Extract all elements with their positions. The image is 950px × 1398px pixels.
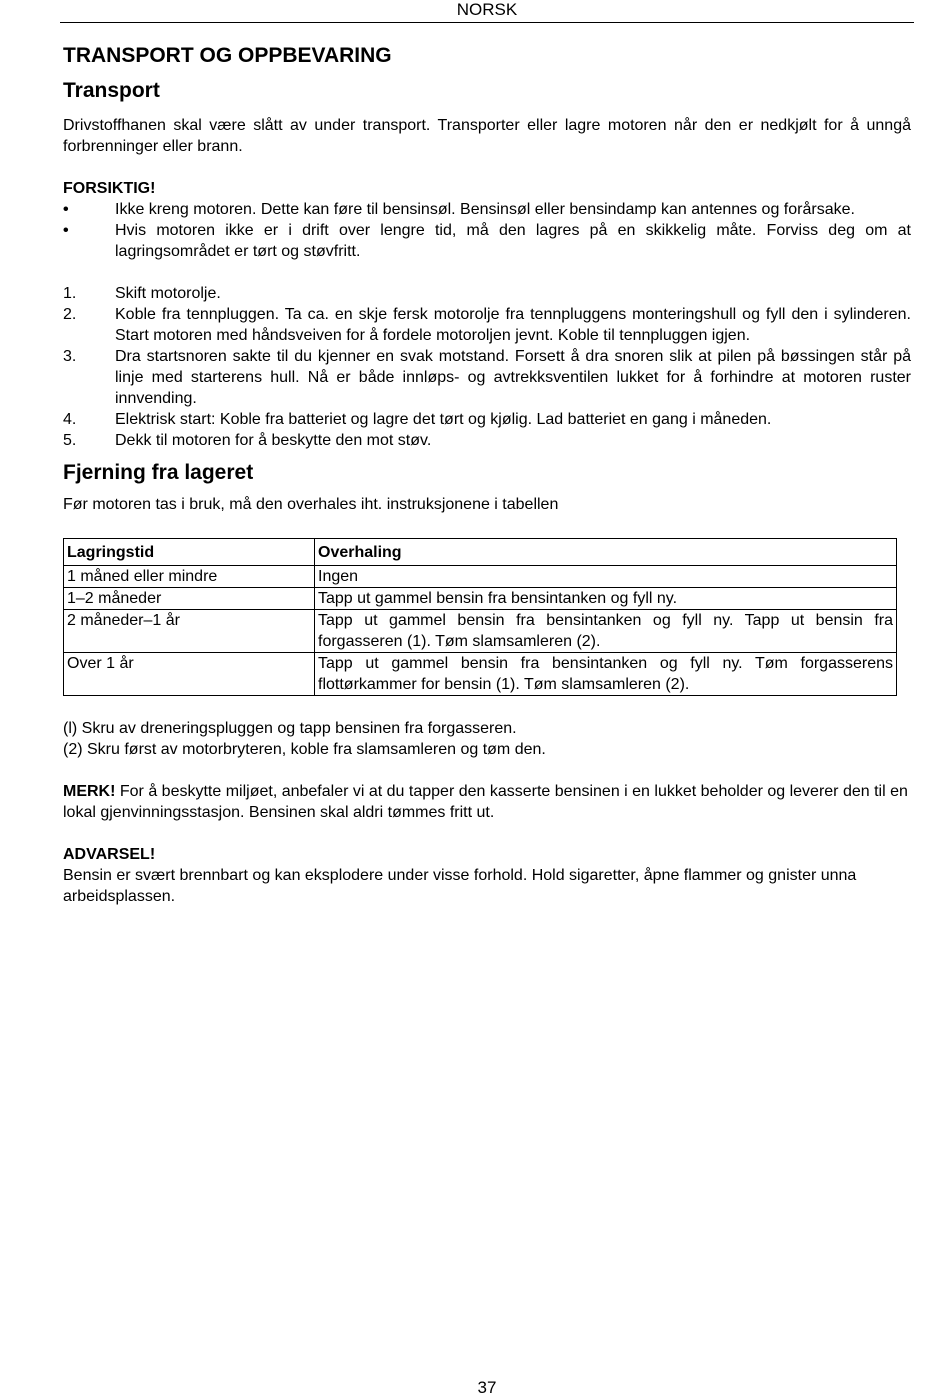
- step-text: Skift motorolje.: [115, 285, 221, 302]
- table-note: (l) Skru av dreneringspluggen og tapp bensinen fra forgasseren.: [63, 720, 517, 737]
- warning-label: ADVARSEL!: [63, 846, 156, 863]
- table-header-storage-time: Lagringstid: [64, 539, 315, 566]
- table-cell-storage-time: Over 1 år: [64, 653, 315, 696]
- note-paragraph: [63, 781, 911, 823]
- section-title: TRANSPORT OG OPPBEVARING: [63, 44, 392, 67]
- step-number: 2.: [63, 306, 77, 323]
- step-item: [63, 304, 911, 346]
- step-item: [63, 430, 911, 451]
- table-header-overhaul: Overhaling: [315, 539, 897, 566]
- note-label: MERK!: [63, 783, 116, 800]
- step-item: [63, 346, 911, 409]
- caution-item-text: Ikke kreng motoren. Dette kan føre til bensinsøl. Bensinsøl eller bensindamp kan antennes og forårsake.: [115, 201, 855, 218]
- table-row: [64, 653, 897, 696]
- caution-item-text: Hvis motoren ikke er i drift over lengre tid, må den lagres på en skikkelig måte. Forviss deg om at lagringsområdet er tørt og støvfritt.: [115, 222, 911, 260]
- removal-intro: Før motoren tas i bruk, må den overhales iht. instruksjonene i tabellen: [63, 496, 559, 513]
- table-row: [64, 566, 897, 588]
- step-number: 3.: [63, 348, 77, 365]
- table-cell-storage-time: 1 måned eller mindre: [64, 566, 315, 588]
- table-header-row: [64, 539, 897, 566]
- removal-heading: Fjerning fra lageret: [63, 461, 254, 484]
- header-language-label: NORSK: [456, 0, 518, 19]
- table-cell-storage-time: 1–2 måneder: [64, 588, 315, 610]
- warning-text: Bensin er svært brennbart og kan eksplodere under visse forhold. Hold sigaretter, åpne flammer og gnister unna arbeidsplassen.: [63, 867, 857, 905]
- step-number: 1.: [63, 285, 77, 302]
- overhaul-table: [63, 538, 897, 696]
- table-cell-overhaul: Tapp ut gammel bensin fra bensintanken og fyll ny. Tøm forgasserens flottørkammer for bensin (1). Tøm slamsamleren (2).: [315, 653, 897, 696]
- step-text: Dra startsnoren sakte til du kjenner en svak motstand. Forsett å dra snoren slik at pilen på bøssingen står på linje med starterens hull. Nå er både innløps- og avtrekksventilen lukket for å forhindre at motoren ruster innvending.: [115, 348, 911, 407]
- table-cell-overhaul: Ingen: [315, 566, 897, 588]
- table-cell-overhaul: Tapp ut gammel bensin fra bensintanken og fyll ny. Tapp ut bensin fra forgasseren (1). Tøm slamsamleren (2).: [315, 610, 897, 653]
- caution-label: FORSIKTIG!: [63, 180, 156, 197]
- table-cell-storage-time: 2 måneder–1 år: [64, 610, 315, 653]
- table-row: [64, 588, 897, 610]
- step-text: Dekk til motoren for å beskytte den mot støv.: [115, 432, 432, 449]
- warning-block: [63, 844, 911, 907]
- table-cell-overhaul: Tapp ut gammel bensin fra bensintanken og fyll ny.: [315, 588, 897, 610]
- step-text: Koble fra tennpluggen. Ta ca. en skje fersk motorolje fra tennpluggens monteringshull og fyll den i sylinderen. Start motoren med håndsveiven for å fordele motoroljen jevnt. Koble til tennpluggen igjen.: [115, 306, 911, 344]
- storage-steps: [63, 283, 911, 451]
- transport-heading: Transport: [63, 79, 160, 102]
- bullet-icon: •: [63, 222, 69, 239]
- step-text: Elektrisk start: Koble fra batteriet og lagre det tørt og kjølig. Lad batteriet en gang i måneden.: [115, 411, 772, 428]
- table-notes: [63, 718, 911, 760]
- step-item: [63, 409, 911, 430]
- page-content: [63, 40, 911, 907]
- bullet-icon: •: [63, 201, 69, 218]
- caution-list: [63, 199, 911, 262]
- page-number: 37: [477, 1378, 497, 1397]
- page-header: [60, 0, 914, 23]
- step-number: 4.: [63, 411, 77, 428]
- step-item: [63, 283, 911, 304]
- transport-intro: Drivstoffhanen skal være slått av under transport. Transporter eller lagre motoren når den er nedkjølt for å unngå forbrenninger eller brann.: [63, 117, 911, 155]
- table-row: [64, 610, 897, 653]
- caution-item: [63, 199, 911, 220]
- table-note: (2) Skru først av motorbryteren, koble fra slamsamleren og tøm den.: [63, 741, 546, 758]
- note-text: For å beskytte miljøet, anbefaler vi at du tapper den kasserte bensinen i en lukket beholder og leverer den til en lokal gjenvinningsstasjon. Bensinen skal aldri tømmes fritt ut.: [63, 783, 908, 821]
- caution-item: [63, 220, 911, 262]
- step-number: 5.: [63, 432, 77, 449]
